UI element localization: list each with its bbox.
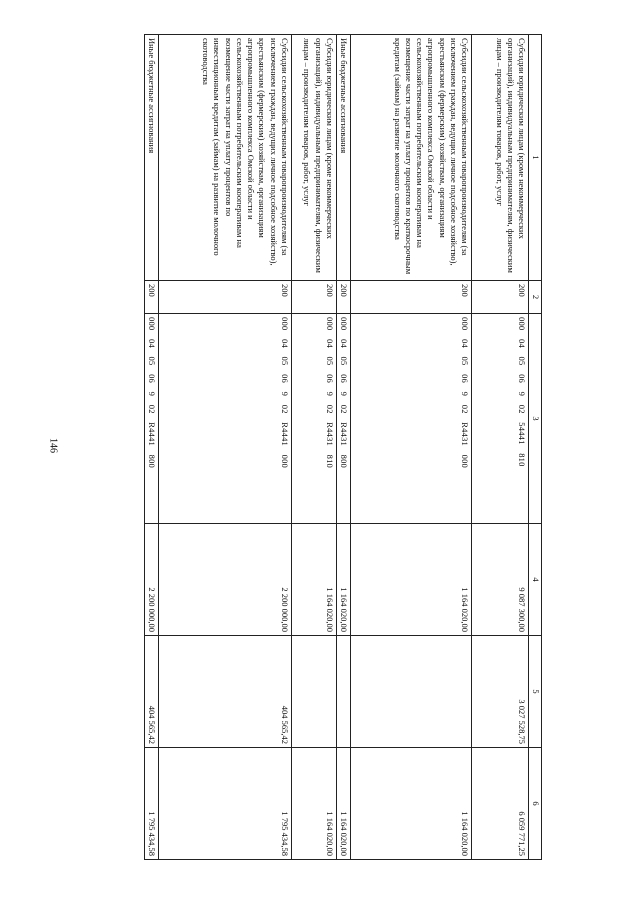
rotated-table-frame <box>82 34 542 859</box>
row-amount-4: 1 164 020,00 <box>336 524 350 636</box>
page-number: 146 <box>47 438 59 453</box>
row-kbk: 000 04 05 06 9 02 R4431 800 <box>336 314 350 524</box>
row-name: Иные бюджетные ассигнования <box>144 35 158 281</box>
row-kbk: 000 04 05 06 9 02 R4431 000 <box>351 314 472 524</box>
row-amount-4: 2 200 000,00 <box>144 524 158 636</box>
row-amount-6: 1 164 020,00 <box>291 748 336 860</box>
row-kbk: 000 04 05 06 9 02 R4441 800 <box>144 314 158 524</box>
row-amount-5 <box>291 636 336 748</box>
row-code: 200 <box>472 281 529 314</box>
budget-table <box>144 34 542 860</box>
header-cell: 4 <box>529 524 542 636</box>
row-code: 200 <box>351 281 472 314</box>
table-row <box>144 35 158 860</box>
row-amount-4: 9 087 300,00 <box>472 524 529 636</box>
row-name: Иные бюджетные ассигнования <box>336 35 350 281</box>
row-kbk: 000 04 05 06 9 02 R4441 000 <box>158 314 291 524</box>
row-amount-4: 2 200 000,00 <box>158 524 291 636</box>
header-cell: 1 <box>529 35 542 281</box>
header-cell: 2 <box>529 281 542 314</box>
row-name: Субсидии юридическим лицам (кроме некоммерческих организаций), индивидуальным предпринимателям, физическим лицам – производителям товаров, работ, услуг <box>291 35 336 281</box>
row-name: Субсидии юридическим лицам (кроме некоммерческих организаций), индивидуальным предпринимателям, физическим лицам – производителям товаров, работ, услуг <box>472 35 529 281</box>
row-amount-6: 1 795 434,58 <box>144 748 158 860</box>
row-code: 200 <box>158 281 291 314</box>
row-name: Субсидии сельскохозяйственным товаропроизводителям (за исключением граждан, ведущих личное подсобное хозяйство), крестьянским (фермерским) хозяйствам, организациям агропромышленного комплекса Омской области и сельскохозяйственным потребительским кооперативам на возмещение части затрат на уплату процентов по инвестиционным кредитам (займам) на развитие молочного скотоводства <box>158 35 291 281</box>
row-amount-5: 404 565,42 <box>144 636 158 748</box>
row-code: 200 <box>144 281 158 314</box>
row-amount-6: 1 795 434,58 <box>158 748 291 860</box>
table-header-row <box>529 35 542 860</box>
table-container <box>82 34 542 859</box>
row-amount-4: 1 164 020,00 <box>351 524 472 636</box>
row-amount-6: 1 164 020,00 <box>351 748 472 860</box>
table-row <box>472 35 529 860</box>
row-amount-4: 1 164 020,00 <box>291 524 336 636</box>
table-row <box>336 35 350 860</box>
header-cell: 3 <box>529 314 542 524</box>
row-code: 200 <box>336 281 350 314</box>
header-cell: 6 <box>529 748 542 860</box>
row-code: 200 <box>291 281 336 314</box>
row-kbk: 000 04 05 06 9 02 R4431 810 <box>291 314 336 524</box>
row-name: Субсидии сельскохозяйственным товаропроизводителям (за исключением граждан, ведущих личное подсобное хозяйство), крестьянским (фермерским) хозяйствам, организациям агропромышленного комплекса Омской области и сельскохозяйственным потребительским кооперативам на возмещение части затрат на уплату процентов по краткосрочным кредитам (займам) на развитие молочного скотоводства <box>351 35 472 281</box>
row-amount-5 <box>336 636 350 748</box>
row-amount-6: 6 059 771,25 <box>472 748 529 860</box>
table-row <box>158 35 291 860</box>
table-row <box>291 35 336 860</box>
row-amount-6: 1 164 020,00 <box>336 748 350 860</box>
row-amount-5: 3 027 528,75 <box>472 636 529 748</box>
row-amount-5: 404 565,42 <box>158 636 291 748</box>
row-kbk: 000 04 05 06 9 02 54441 810 <box>472 314 529 524</box>
header-cell: 5 <box>529 636 542 748</box>
table-row <box>351 35 472 860</box>
row-amount-5 <box>351 636 472 748</box>
